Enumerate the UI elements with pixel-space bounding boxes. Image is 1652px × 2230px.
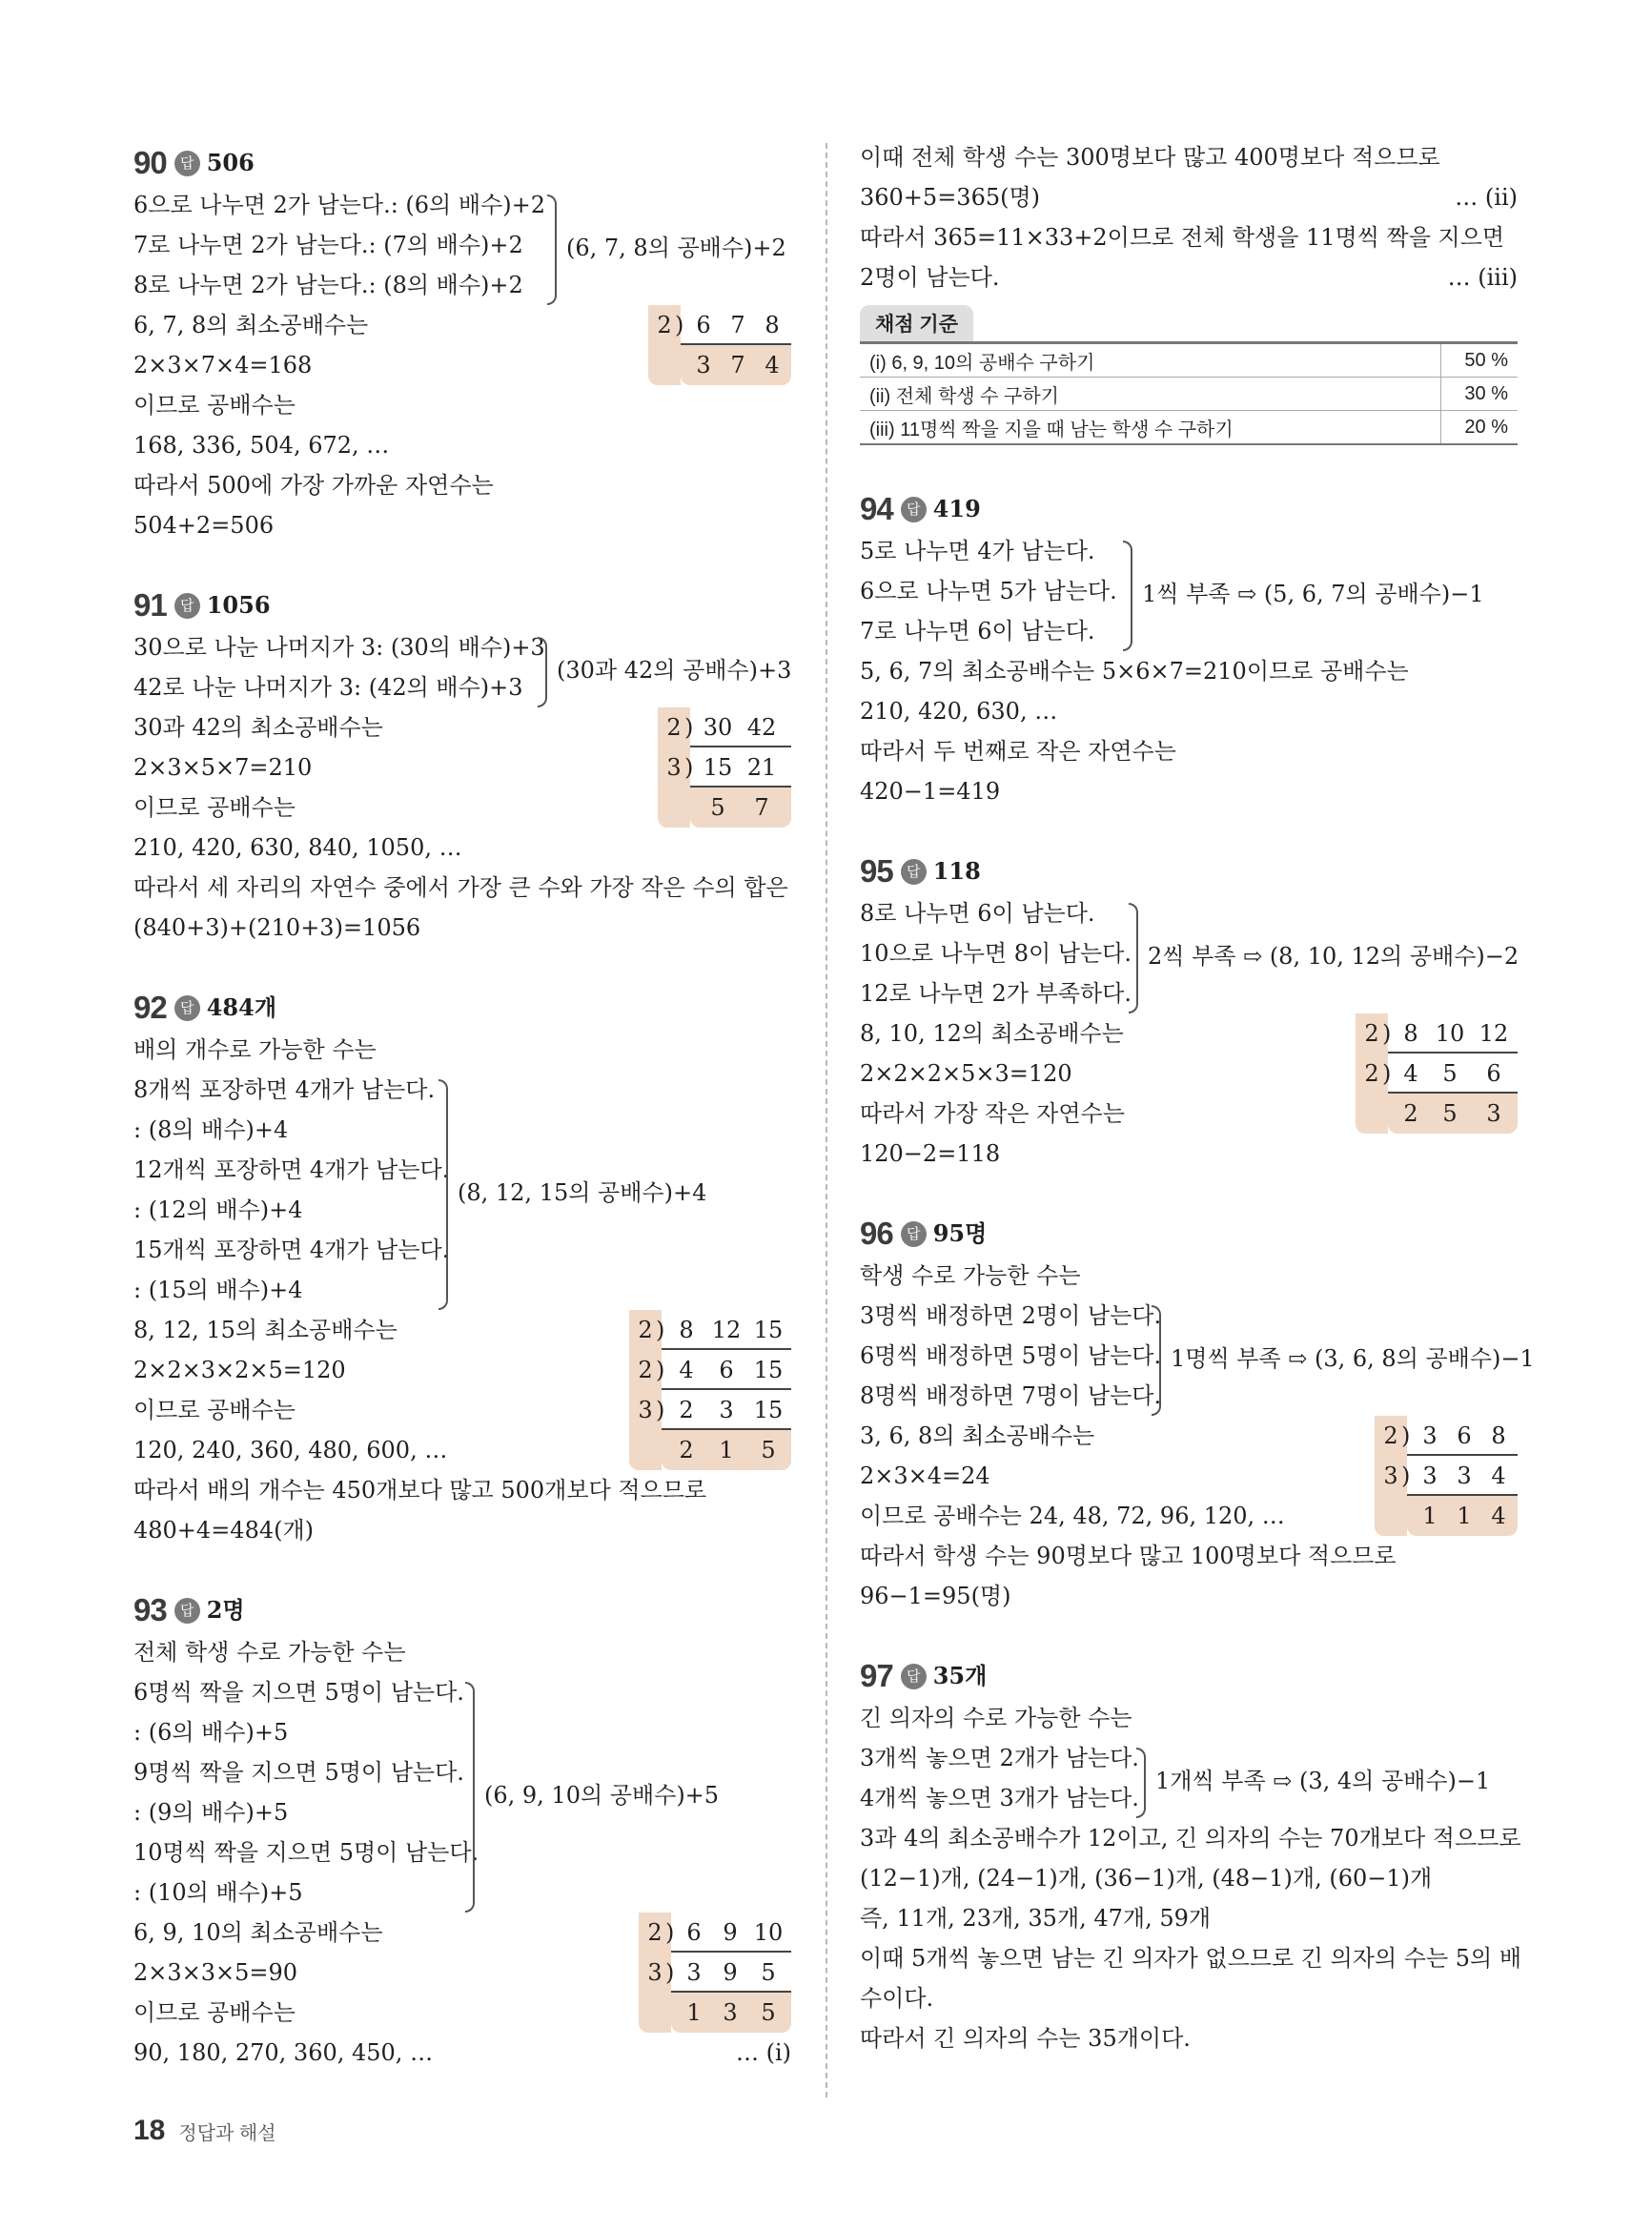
problem-96 (860, 1212, 1535, 1616)
line: 따라서 365=11×33+2이므로 전체 학생을 11명씩 짝을 지으면 (860, 224, 1505, 251)
line: : (12의 배수)+4 (133, 1197, 303, 1223)
divisor: 3 (658, 747, 690, 788)
ladder-result: 5 (710, 794, 725, 821)
brace-result: 1명씩 부족 ⇨ (3, 6, 8의 공배수)−1 (1171, 1345, 1535, 1372)
answer: 2명 (206, 1596, 245, 1624)
criteria-label: (iii) 11명씩 짝을 지을 때 남는 학생 수 구하기 (860, 411, 1441, 445)
line: 학생 수로 가능한 수는 (860, 1262, 1081, 1289)
criteria-label: (ii) 전체 학생 수 구하기 (860, 378, 1441, 411)
line: 12개씩 포장하면 4개가 남는다. (133, 1156, 450, 1183)
divisor: 2 (1356, 1054, 1388, 1094)
line: 5, 6, 7의 최소공배수는 5×6×7=210이므로 공배수는 (860, 658, 1409, 685)
divisor: 2 (629, 1310, 662, 1350)
line: 12로 나누면 2가 부족하다. (860, 980, 1132, 1007)
ladder-number: 4 (1491, 1463, 1506, 1489)
divisor: 2 (639, 1913, 671, 1953)
line: 9명씩 짝을 지으면 5명이 남는다. (133, 1759, 464, 1786)
line: 8, 12, 15의 최소공배수는 (133, 1317, 398, 1343)
answer-badge: 답 (174, 995, 200, 1021)
ladder-result: 1 (1457, 1503, 1472, 1529)
line: 8명씩 배정하면 7명이 남는다. (860, 1382, 1162, 1409)
right-column (860, 137, 1535, 2097)
problem-97 (860, 1654, 1522, 2058)
page-footer (133, 2115, 276, 2147)
brace (547, 194, 557, 305)
answer: 419 (932, 495, 981, 522)
line: : (10의 배수)+5 (133, 1879, 303, 1906)
line: 120−2=118 (860, 1140, 1001, 1167)
ladder-result: 5 (761, 1999, 776, 2026)
problem-91 (133, 583, 791, 948)
line: 2×3×5×7=210 (133, 754, 313, 781)
brace-result: 1씩 부족 ⇨ (5, 6, 7의 공배수)−1 (1142, 581, 1484, 607)
answer: 95명 (932, 1219, 988, 1247)
problem-number: 90 (133, 145, 167, 180)
problem-90 (133, 141, 791, 545)
ladder-result: 7 (730, 352, 745, 378)
line: 3과 4의 최소공배수가 12이고, 긴 의자의 수는 70개보다 적으므로 (860, 1825, 1521, 1852)
ladder-result: 2 (679, 1437, 694, 1463)
line: : (8의 배수)+4 (133, 1116, 289, 1143)
ladder-number: 12 (711, 1317, 742, 1343)
problem-92 (133, 986, 791, 1550)
line: 7로 나누면 2가 남는다.: (7의 배수)+2 (133, 232, 523, 258)
ladder-number: 3 (719, 1397, 734, 1423)
line: 30으로 나눈 나머지가 3: (30의 배수)+3 (133, 634, 545, 661)
line: 이때 전체 학생 수는 300명보다 많고 400명보다 적으므로 (860, 144, 1440, 171)
ladder-number: 3 (1422, 1422, 1438, 1449)
ladder-result: 1 (719, 1437, 734, 1463)
problem-number: 96 (860, 1216, 893, 1251)
column-divider (826, 143, 827, 2097)
line: 이므로 공배수는 24, 48, 72, 96, 120, … (860, 1503, 1285, 1529)
ladder-number: 21 (746, 754, 777, 781)
line: 3개씩 놓으면 2개가 남는다. (860, 1745, 1139, 1771)
answer: 1056 (206, 591, 271, 619)
ladder-number: 10 (753, 1919, 784, 1946)
line: (840+3)+(210+3)=1056 (133, 914, 421, 941)
line: 15개씩 포장하면 4개가 남는다. (133, 1237, 450, 1263)
problem-93-continued (860, 137, 1518, 445)
ladder-number: 6 (1457, 1422, 1472, 1449)
divisor: 3 (639, 1953, 671, 1993)
line: 504+2=506 (133, 512, 275, 539)
line: 3, 6, 8의 최소공배수는 (860, 1422, 1095, 1449)
line: 6, 7, 8의 최소공배수는 (133, 312, 369, 338)
line: 8, 10, 12의 최소공배수는 (860, 1020, 1124, 1047)
criteria-percent: 20 % (1441, 411, 1519, 445)
ladder-result: 5 (1442, 1100, 1458, 1127)
ladder-number: 3 (686, 1959, 702, 1986)
brace (465, 1682, 475, 1913)
ladder-division: 2 ) 30 42 3 ) 15 21 5 7 (658, 707, 791, 828)
line: 480+4=484(개) (133, 1517, 315, 1544)
brace-result: (8, 12, 15의 공배수)+4 (458, 1179, 707, 1206)
ladder-number: 6 (1486, 1060, 1501, 1087)
ladder-number: 2 (679, 1397, 694, 1423)
line: 긴 의자의 수로 가능한 수는 (860, 1705, 1132, 1731)
score-criteria-title: 채점 기준 (860, 305, 973, 341)
brace-result: (6, 9, 10의 공배수)+5 (484, 1782, 720, 1809)
line: 이므로 공배수는 (133, 794, 296, 821)
line: 30과 42의 최소공배수는 (133, 714, 383, 741)
footer-label: 정답과 해설 (178, 2123, 276, 2144)
ladder-result: 2 (1403, 1100, 1418, 1127)
step-marker: … (ii) (1455, 184, 1518, 211)
line: 8로 나누면 2가 남는다.: (8의 배수)+2 (133, 272, 523, 298)
brace-result: (6, 7, 8의 공배수)+2 (566, 235, 786, 261)
ladder-number: 9 (723, 1919, 738, 1946)
ladder-result: 4 (765, 352, 780, 378)
line: 8개씩 포장하면 4개가 남는다. (133, 1076, 436, 1103)
score-criteria-table (860, 341, 1518, 445)
line: 2×3×3×5=90 (133, 1959, 298, 1986)
ladder-result: 4 (1491, 1503, 1506, 1529)
ladder-division: 2 ) 3 6 8 3 ) 3 3 4 1 1 4 (1375, 1416, 1518, 1536)
problem-number: 92 (133, 990, 167, 1025)
line: 6명씩 배정하면 5명이 남는다. (860, 1342, 1162, 1369)
brace-result: 2씩 부족 ⇨ (8, 10, 12의 공배수)−2 (1148, 943, 1519, 970)
ladder-number: 8 (679, 1317, 694, 1343)
answer-badge: 답 (901, 1221, 927, 1247)
answer-badge: 답 (174, 593, 200, 619)
brace (1129, 903, 1138, 1013)
line: 따라서 배의 개수는 450개보다 많고 500개보다 적으므로 (133, 1477, 707, 1504)
ladder-number: 9 (723, 1959, 738, 1986)
ladder-number: 42 (746, 714, 777, 741)
divisor: 2 (629, 1350, 662, 1390)
ladder-number: 30 (703, 714, 733, 741)
line: 6으로 나누면 5가 남는다. (860, 578, 1117, 604)
divisor: 2 (1375, 1416, 1407, 1456)
ladder-number: 7 (730, 312, 745, 338)
ladder-number: 8 (1491, 1422, 1506, 1449)
step-marker: … (i) (735, 2039, 791, 2066)
brace (1123, 541, 1132, 651)
ladder-number: 5 (761, 1959, 776, 1986)
line: 따라서 긴 의자의 수는 35개이다. (860, 2025, 1191, 2052)
criteria-percent: 30 % (1441, 378, 1519, 411)
criteria-label: (i) 6, 9, 10의 공배수 구하기 (860, 343, 1441, 378)
line: 10명씩 짝을 지으면 5명이 남는다. (133, 1839, 479, 1866)
line: 배의 개수로 가능한 수는 (133, 1036, 377, 1063)
ladder-number: 3 (1422, 1463, 1438, 1489)
ladder-number: 12 (1479, 1020, 1509, 1047)
line: (12−1)개, (24−1)개, (36−1)개, (48−1)개, (60−1)개 (860, 1865, 1433, 1892)
divisor: 3 (1375, 1456, 1407, 1496)
answer-badge: 답 (901, 859, 927, 885)
problem-number: 97 (860, 1658, 893, 1693)
line: 이므로 공배수는 (133, 1999, 296, 2026)
ladder-result: 1 (686, 1999, 702, 2026)
line: 이므로 공배수는 (133, 392, 296, 419)
ladder-number: 15 (753, 1317, 784, 1343)
problem-number: 91 (133, 587, 167, 623)
answer: 484개 (206, 993, 277, 1021)
ladder-number: 8 (1403, 1020, 1418, 1047)
brace-result: (30과 42의 공배수)+3 (557, 657, 792, 684)
line: : (9의 배수)+5 (133, 1799, 289, 1826)
line: 2×2×3×2×5=120 (133, 1357, 346, 1383)
ladder-number: 3 (1457, 1463, 1472, 1489)
line: : (15의 배수)+4 (133, 1277, 303, 1303)
ladder-number: 6 (696, 312, 711, 338)
ladder-number: 15 (703, 754, 733, 781)
line: 즉, 11개, 23개, 35개, 47개, 59개 (860, 1905, 1212, 1932)
ladder-division: 2 ) 6 9 10 3 ) 3 9 5 1 3 5 (639, 1913, 791, 2033)
line: 2×2×2×5×3=120 (860, 1060, 1072, 1087)
line: 6, 9, 10의 최소공배수는 (133, 1919, 383, 1946)
line: 2×3×4=24 (860, 1463, 990, 1489)
brace-result: 1개씩 부족 ⇨ (3, 4의 공배수)−1 (1155, 1768, 1491, 1794)
problem-94 (860, 487, 1518, 811)
ladder-number: 10 (1435, 1020, 1465, 1047)
line: 따라서 500에 가장 가까운 자연수는 (133, 472, 494, 499)
line: 210, 420, 630, … (860, 698, 1058, 725)
left-column (133, 141, 791, 2111)
answer-badge: 답 (901, 1664, 927, 1689)
ladder-number: 4 (1403, 1060, 1418, 1087)
problem-number: 94 (860, 491, 893, 526)
answer-badge: 답 (174, 1598, 200, 1624)
line: 96−1=95(명) (860, 1583, 1011, 1609)
ladder-result: 3 (696, 352, 711, 378)
ladder-number: 6 (719, 1357, 734, 1383)
answer: 35개 (932, 1662, 988, 1689)
table-row (860, 411, 1518, 445)
line: 전체 학생 수로 가능한 수는 (133, 1639, 406, 1666)
line: 360+5=365(명) (860, 184, 1041, 211)
answer-badge: 답 (174, 151, 200, 176)
line: 420−1=419 (860, 778, 1001, 805)
ladder-number: 5 (1442, 1060, 1458, 1087)
ladder-division: 2 ) 8 12 15 2 ) 4 6 15 3 ) 2 3 15 2 1 5 (629, 1310, 791, 1470)
brace (1136, 1748, 1146, 1818)
divisor: 3 (629, 1390, 662, 1430)
ladder-result: 7 (754, 794, 769, 821)
line: 이때 5개씩 놓으면 남는 긴 의자가 없으므로 긴 의자의 수는 5의 배 (860, 1945, 1522, 1972)
table-row (860, 343, 1518, 378)
problem-number: 95 (860, 853, 893, 889)
line: 42로 나눈 나머지가 3: (42의 배수)+3 (133, 674, 523, 701)
step-marker: … (iii) (1447, 264, 1518, 291)
brace (538, 637, 547, 707)
line: 6으로 나누면 2가 남는다.: (6의 배수)+2 (133, 192, 545, 218)
ladder-number: 4 (679, 1357, 694, 1383)
line: 2명이 남는다. (860, 264, 1000, 291)
line: 210, 420, 630, 840, 1050, … (133, 834, 462, 861)
line: 8로 나누면 6이 남는다. (860, 900, 1095, 927)
line: 7로 나누면 6이 남는다. (860, 618, 1095, 644)
ladder-result: 1 (1422, 1503, 1438, 1529)
problem-95 (860, 849, 1518, 1174)
line: 따라서 세 자리의 자연수 중에서 가장 큰 수와 가장 작은 수의 합은 (133, 874, 788, 901)
ladder-number: 15 (753, 1357, 784, 1383)
line: 따라서 가장 작은 자연수는 (860, 1100, 1125, 1127)
problem-93 (133, 1588, 791, 2073)
brace (1152, 1305, 1161, 1416)
line: 120, 240, 360, 480, 600, … (133, 1437, 448, 1463)
line: 10으로 나누면 8이 남는다. (860, 940, 1132, 967)
answer-badge: 답 (901, 497, 927, 522)
criteria-percent: 50 % (1441, 343, 1519, 378)
answer: 118 (932, 857, 981, 885)
line: 4개씩 놓으면 3개가 남는다. (860, 1785, 1139, 1811)
line: 따라서 두 번째로 작은 자연수는 (860, 738, 1176, 765)
ladder-division: 2 ) 8 10 12 2 ) 4 5 6 2 5 3 (1356, 1013, 1518, 1134)
ladder-division: 2 ) 6 7 8 3 7 4 (648, 305, 791, 385)
line: 6명씩 짝을 지으면 5명이 남는다. (133, 1679, 464, 1706)
line: 수이다. (860, 1985, 934, 2012)
line: 5로 나누면 4가 남는다. (860, 538, 1095, 564)
ladder-result: 3 (1486, 1100, 1501, 1127)
divisor: 2 (658, 707, 690, 747)
ladder-result: 5 (761, 1437, 776, 1463)
line: 3명씩 배정하면 2명이 남는다. (860, 1302, 1162, 1329)
answer: 506 (206, 149, 255, 176)
problem-number: 93 (133, 1592, 167, 1627)
line: 90, 180, 270, 360, 450, … (133, 2039, 434, 2066)
brace (438, 1079, 448, 1310)
page-number: 18 (133, 2115, 166, 2146)
line: : (6의 배수)+5 (133, 1719, 289, 1746)
ladder-number: 6 (686, 1919, 702, 1946)
line: 이므로 공배수는 (133, 1397, 296, 1423)
ladder-number: 8 (765, 312, 780, 338)
divisor: 2 (648, 305, 681, 345)
line: 따라서 학생 수는 90명보다 많고 100명보다 적으므로 (860, 1543, 1397, 1569)
line: 168, 336, 504, 672, … (133, 432, 390, 459)
table-row (860, 378, 1518, 411)
ladder-number: 15 (753, 1397, 784, 1423)
divisor: 2 (1356, 1013, 1388, 1054)
line: 2×3×7×4=168 (133, 352, 313, 378)
ladder-result: 3 (723, 1999, 738, 2026)
